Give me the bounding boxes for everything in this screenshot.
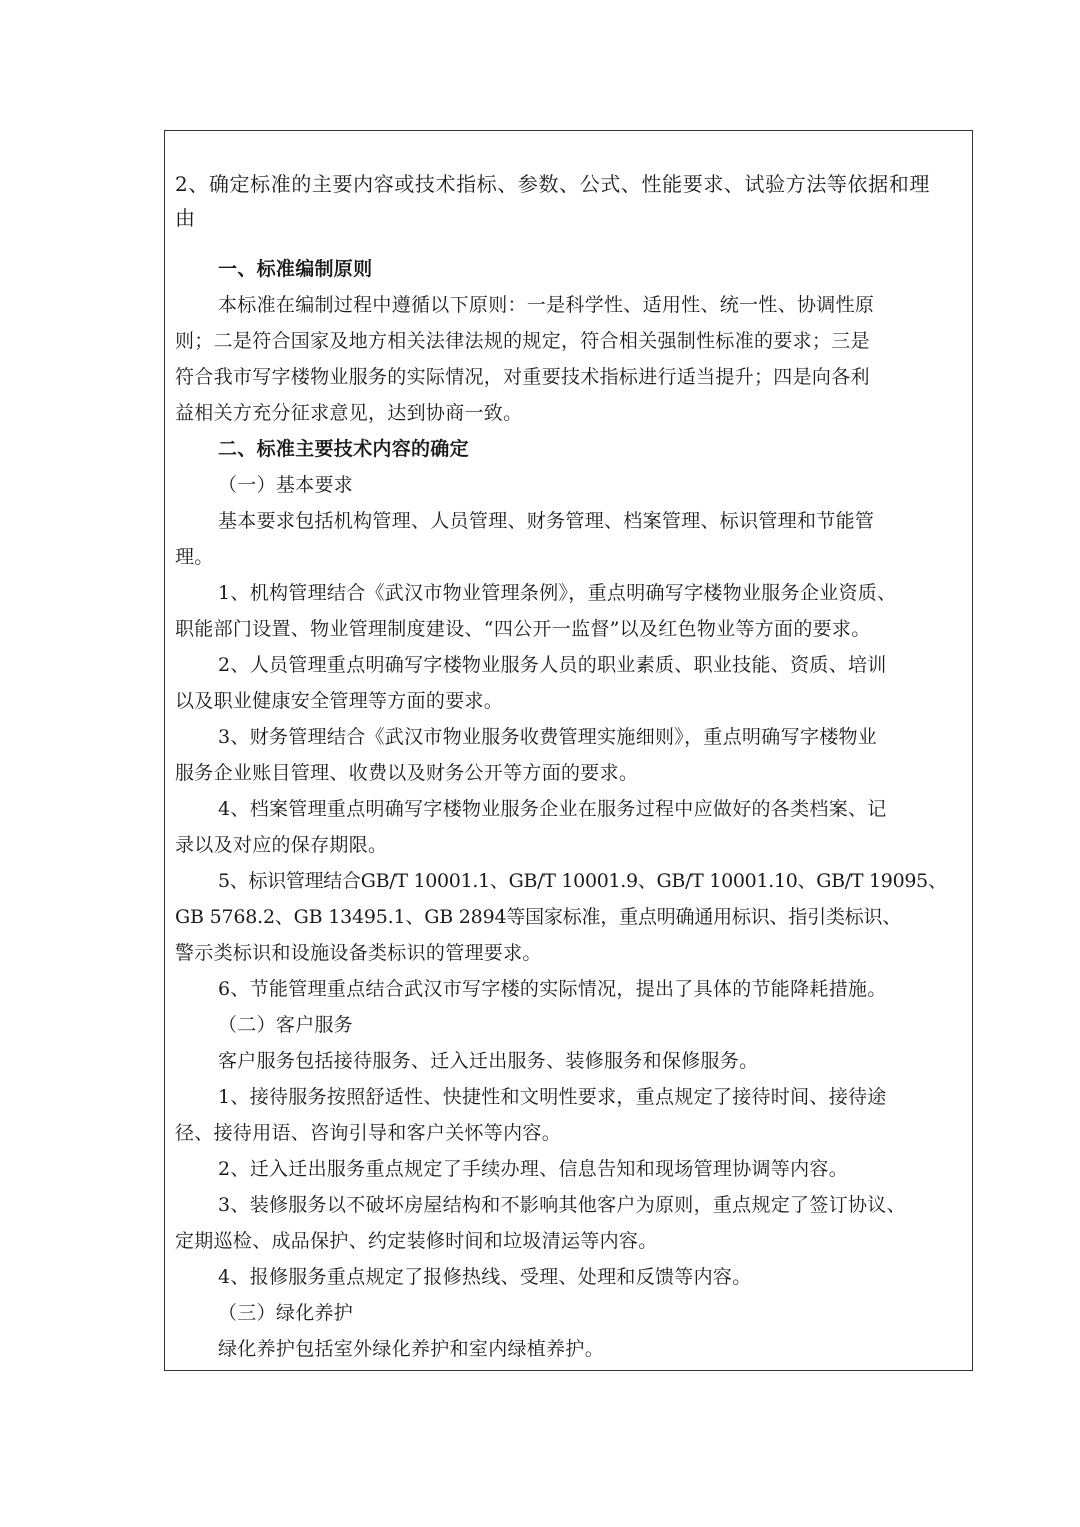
- customer-line: 2、迁入迁出服务重点规定了手续办理、信息告知和现场管理协调等内容。: [218, 1158, 848, 1180]
- basic-line: 职能部门设置、物业管理制度建设、“四公开一监督”以及红色物业等方面的要求。: [175, 618, 871, 640]
- customer-line: 3、装修服务以不破坏房屋结构和不影响其他客户为原则，重点规定了签订协议、: [218, 1194, 906, 1216]
- basic-line: GB 5768.2、GB 13495.1、GB 2894等国家标准，重点明确通用标识、指引类标识、: [175, 906, 902, 928]
- customer-line: 客户服务包括接待服务、迁入迁出服务、装修服务和保修服务。: [218, 1050, 759, 1072]
- basic-title: （一）基本要求: [218, 474, 354, 496]
- customer-line: 径、接待用语、咨询引导和客户关怀等内容。: [175, 1122, 562, 1144]
- basic-line: 基本要求包括机构管理、人员管理、财务管理、档案管理、标识管理和节能管: [218, 510, 875, 532]
- basic-line: 5、标识管理结合GB/T 10001.1、GB/T 10001.9、GB/T 10001.10、GB/T 19095、: [218, 870, 947, 892]
- customer-line: 定期巡检、成品保护、约定装修时间和垃圾清运等内容。: [175, 1230, 658, 1252]
- section-heading-line-1: 2、确定标准的主要内容或技术指标、参数、公式、性能要求、试验方法等依据和理: [175, 172, 930, 196]
- basic-line: 录以及对应的保存期限。: [175, 834, 388, 856]
- basic-line: 警示类标识和设施设备类标识的管理要求。: [175, 942, 542, 964]
- basic-line: 4、档案管理重点明确写字楼物业服务企业在服务过程中应做好的各类档案、记: [218, 798, 887, 820]
- greening-title: （三）绿化养护: [218, 1302, 354, 1324]
- basic-line: 理。: [175, 546, 214, 568]
- principles-line: 本标准在编制过程中遵循以下原则：一是科学性、适用性、统一性、协调性原: [218, 294, 875, 316]
- basic-line: 以及职业健康安全管理等方面的要求。: [175, 690, 504, 712]
- basic-line: 2、人员管理重点明确写字楼物业服务人员的职业素质、职业技能、资质、培训: [218, 654, 887, 676]
- basic-line: 1、机构管理结合《武汉市物业管理条例》，重点明确写字楼物业服务企业资质、: [218, 582, 897, 604]
- principles-line: 则；二是符合国家及地方相关法律法规的规定，符合相关强制性标准的要求；三是: [175, 330, 870, 352]
- customer-title: （二）客户服务: [218, 1014, 354, 1036]
- greening-line: 绿化养护包括室外绿化养护和室内绿植养护。: [218, 1338, 605, 1360]
- customer-line: 4、报修服务重点规定了报修热线、受理、处理和反馈等内容。: [218, 1266, 752, 1288]
- content-title: 二、标准主要技术内容的确定: [218, 438, 469, 460]
- customer-line: 1、接待服务按照舒适性、快捷性和文明性要求，重点规定了接待时间、接待途: [218, 1086, 887, 1108]
- basic-line: 服务企业账目管理、收费以及财务公开等方面的要求。: [175, 762, 639, 784]
- basic-line: 6、节能管理重点结合武汉市写字楼的实际情况，提出了具体的节能降耗措施。: [218, 978, 887, 1000]
- principles-title: 一、标准编制原则: [218, 258, 373, 280]
- basic-line: 3、财务管理结合《武汉市物业服务收费管理实施细则》，重点明确写字楼物业: [218, 726, 878, 748]
- principles-line: 符合我市写字楼物业服务的实际情况，对重要技术指标进行适当提升；四是向各利: [175, 366, 870, 388]
- principles-line: 益相关方充分征求意见，达到协商一致。: [175, 402, 523, 424]
- section-heading-line-2: 由: [175, 206, 196, 230]
